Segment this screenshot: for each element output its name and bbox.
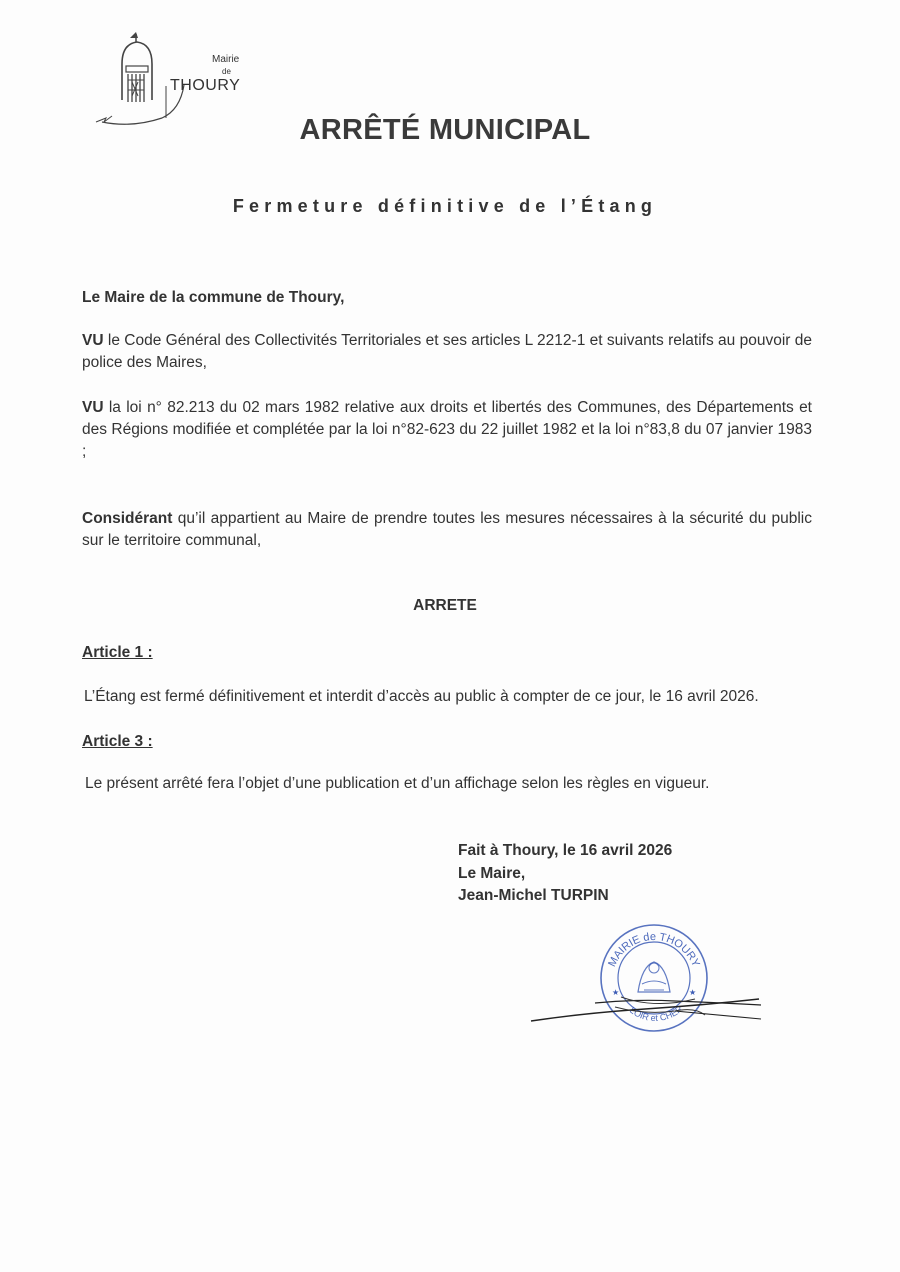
- vu-paragraph-2: [82, 397, 812, 463]
- considerant-lead: Considérant: [82, 510, 173, 527]
- logo-thoury-text: THOURY: [170, 77, 241, 94]
- stamp-bottom-text: LOIR et CHER: [627, 1003, 685, 1024]
- article-3-text: Le présent arrêté fera l’objet d’une publication et d’un affichage selon les règles en vigueur.: [85, 775, 710, 792]
- vu-lead-2: VU: [82, 399, 104, 416]
- page-subtitle: Fermeture définitive de l’Étang: [232, 196, 658, 216]
- article-3-heading: Article 3 :: [82, 733, 153, 750]
- stamp-top-text: MAIRIE de THOURY: [606, 930, 702, 969]
- signature-block: [458, 840, 672, 908]
- vu-paragraph-1: [82, 330, 812, 374]
- logo-de-text: de: [222, 67, 231, 76]
- logo-mairie-text: Mairie: [212, 54, 240, 65]
- considerant-text: qu’il appartient au Maire de prendre toutes les mesures nécessaires à la sécurité du public sur le territoire communal,: [82, 510, 812, 549]
- handwritten-signature-icon: [525, 985, 765, 1030]
- article-1-heading: Article 1 :: [82, 644, 153, 661]
- article-1-text: L’Étang est fermé définitivement et interdit d’accès au public à compter de ce jour, le 16 avril 2026.: [84, 688, 759, 705]
- vu-lead-1: VU: [82, 332, 104, 349]
- vu-text-1: le Code Général des Collectivités Territoriales et ses articles L 2212-1 et suivants relatifs au pouvoir de police des Maires,: [82, 332, 812, 371]
- svg-text:★: ★: [689, 988, 697, 997]
- considerant-paragraph: [82, 508, 812, 552]
- signature-place-date: Fait à Thoury, le 16 avril 2026: [458, 842, 673, 859]
- intro-paragraph: Le Maire de la commune de Thoury,: [82, 289, 345, 306]
- svg-text:★: ★: [612, 988, 620, 997]
- signature-name: Jean-Michel TURPIN: [458, 887, 609, 904]
- signature-role: Le Maire,: [458, 864, 526, 882]
- arrete-heading: ARRETE: [413, 597, 477, 614]
- vu-text-2: la loi n° 82.213 du 02 mars 1982 relative aux droits et libertés des Communes, des Départements et des Régions modifiée et complétée par la loi n°82-623 du 22 juillet 1982 et la loi n°83,8 du 07 janvier 1983 ;: [82, 399, 812, 460]
- page-title: ARRÊTÉ MUNICIPAL: [299, 114, 591, 146]
